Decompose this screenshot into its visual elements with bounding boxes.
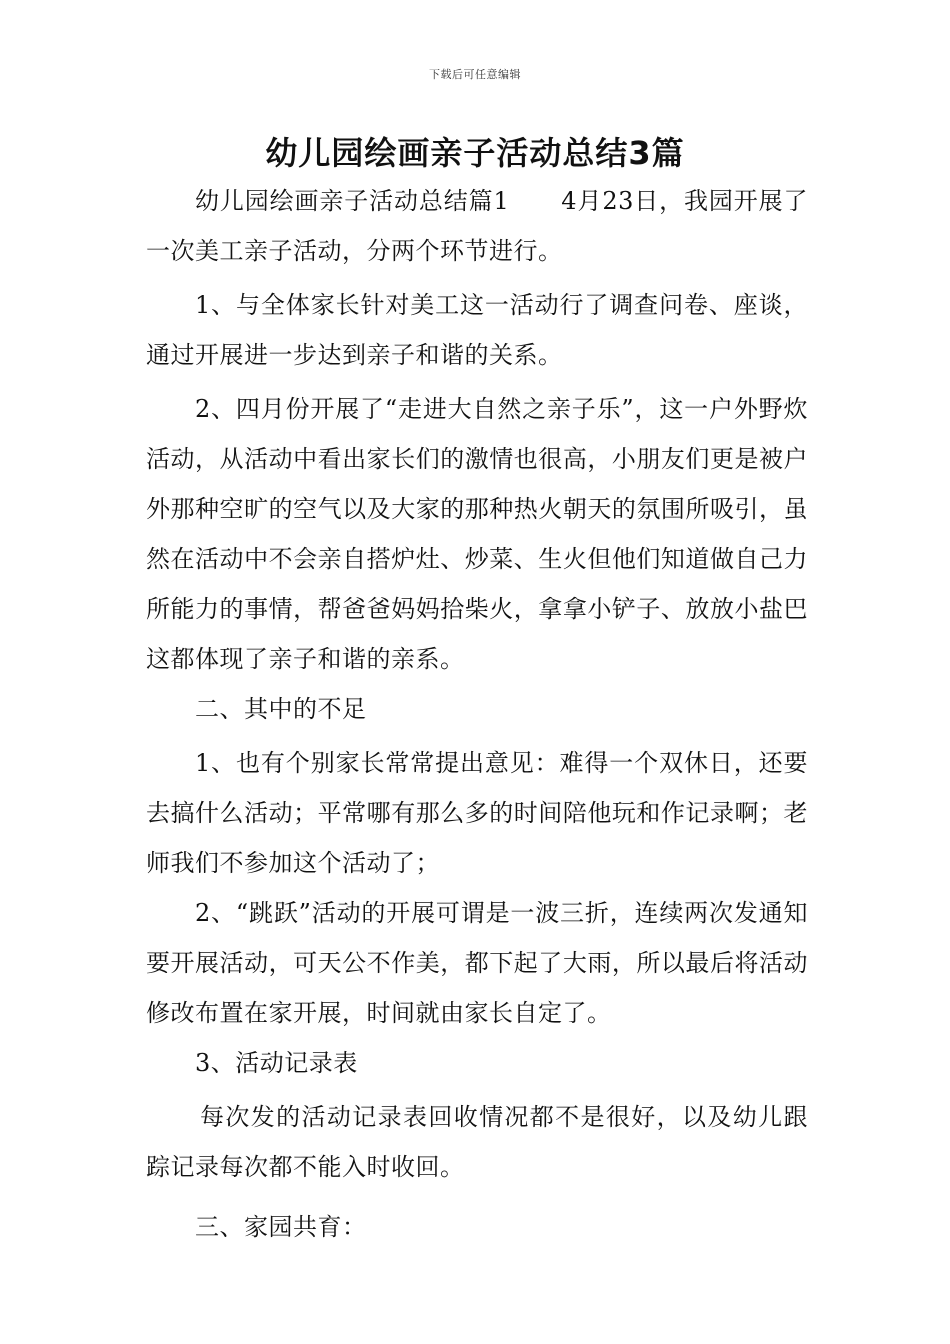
intro-paragraph	[146, 176, 808, 276]
section-heading-home-school: 三、家园共育：	[195, 1213, 367, 1241]
paragraph-3: 1、也有个别家长常常提出意见：难得一个双休日，还要去搞什么活动；平常哪有那么多的时间陪他玩和作记录啊；老师我们不参加这个活动了；	[146, 749, 808, 877]
paragraph-4: 2、“跳跃”活动的开展可谓是一波三折，连续两次发通知要开展活动，可天公不作美，都下起了大雨，所以最后将活动修改布置在家开展，时间就由家长自定了。	[146, 899, 808, 1027]
intro-label: 幼儿园绘画亲子活动总结篇1	[195, 187, 510, 215]
document-body	[146, 176, 808, 1252]
subheading-activity-record: 3、活动记录表	[195, 1049, 358, 1077]
document-title: 幼儿园绘画亲子活动总结3篇	[265, 134, 685, 172]
paragraph-5: 每次发的活动记录表回收情况都不是很好，以及幼儿跟踪记录每次都不能入时收回。	[146, 1103, 808, 1181]
section-heading-shortcomings: 二、其中的不足	[195, 695, 367, 723]
paragraph-2: 2、四月份开展了“走进大自然之亲子乐”，这一户外野炊活动，从活动中看出家长们的激情也很高，小朋友们更是被户外那种空旷的空气以及大家的那种热火朝天的氛围所吸引，虽然在活动中不会亲自搭炉灶、炒菜、生火但他们知道做自己力所能力的事情，帮爸爸妈妈拾柴火，拿拿小铲子、放放小盐巴这都体现了亲子和谐的亲系。	[146, 395, 808, 673]
intro-text: 4月23日，我园开展了一次美工亲子活动，分两个环节进行。	[146, 187, 808, 265]
header-note: 下载后可任意编辑	[429, 68, 521, 81]
paragraph-1: 1、与全体家长针对美工这一活动行了调查问卷、座谈，通过开展进一步达到亲子和谐的关系。	[146, 291, 808, 369]
